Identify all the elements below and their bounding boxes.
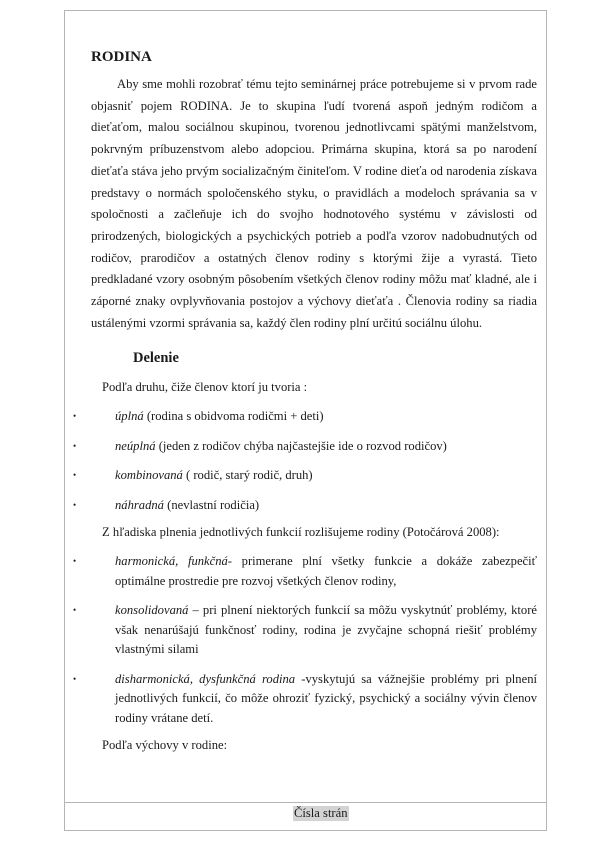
list-item bbox=[73, 601, 537, 660]
list-desc: primerane plní všetky funkcie a dokáže zabezpečiť optimálne prostredie pre rozvoj všetkých členov rodiny, bbox=[115, 554, 537, 588]
list-item bbox=[73, 466, 537, 486]
bullet-icon: • bbox=[73, 470, 77, 481]
heading-rodina: RODINA bbox=[91, 49, 152, 65]
footer-divider bbox=[65, 802, 546, 803]
page-number-field[interactable]: Čísla strán bbox=[294, 806, 348, 820]
list-term: kombinovaná bbox=[115, 468, 183, 483]
bullet-icon: • bbox=[73, 556, 77, 567]
list-desc: -vyskytujú sa vážnejšie problémy pri plnení jednotlivých funkcií, čo môže ohroziť fyzický, psychický a sociálny vývin členov rodiny vrátane detí. bbox=[115, 671, 537, 725]
list-item bbox=[73, 552, 537, 591]
list-term: úplná bbox=[115, 409, 144, 424]
list-desc: (nevlastní rodičia) bbox=[163, 497, 260, 512]
heading-delenie: Delenie bbox=[133, 350, 179, 367]
list-term: harmonická, funkčná- bbox=[115, 554, 233, 569]
list-item bbox=[73, 437, 537, 457]
funkcie-list bbox=[73, 552, 537, 728]
list-term: neúplná bbox=[115, 438, 156, 453]
vychova-intro: Podľa výchovy v rodine: bbox=[102, 738, 228, 753]
bullet-icon: • bbox=[73, 673, 77, 684]
list-desc: (rodina s obidvoma rodičmi + deti) bbox=[143, 409, 324, 424]
bullet-icon: • bbox=[73, 411, 77, 422]
list-term: konsolidovaná bbox=[115, 603, 189, 618]
list-term: disharmonická, dysfunkčná rodina bbox=[115, 671, 296, 686]
list-desc: ( rodič, starý rodič, druh) bbox=[182, 468, 313, 483]
list-desc: – pri plnení niektorých funkcií sa môžu vyskytnúť problémy, ktoré však nenarúšajú funkčnosť rodiny, rodina je zvyčajne schopná riešiť problémy vlastnými silami bbox=[115, 603, 537, 657]
bullet-icon: • bbox=[73, 440, 77, 451]
list-desc: (jeden z rodičov chýba najčastejšie ide o rozvod rodičov) bbox=[155, 438, 447, 453]
bullet-icon: • bbox=[73, 499, 77, 510]
druhy-intro: Podľa druhu, čiže členov ktorí ju tvoria : bbox=[102, 380, 308, 395]
druhy-list bbox=[73, 407, 537, 515]
funkcie-intro: Z hľadiska plnenia jednotlivých funkcií rozlišujeme rodiny (Potočárová 2008): bbox=[102, 525, 500, 540]
document-page bbox=[64, 10, 547, 831]
bullet-icon: • bbox=[73, 605, 77, 616]
list-item bbox=[73, 496, 537, 516]
list-item bbox=[73, 670, 537, 729]
list-item bbox=[73, 407, 537, 427]
intro-paragraph: Aby sme mohli rozobrať tému tejto seminárnej práce potrebujeme si v prvom rade objasniť pojem RODINA. Je to skupina ľudí tvorená aspoň jedným rodičom a dieťaťom, malou sociálnou skupinou, tvorenou jednotlivcami spätými manželstvom, pokrvným príbuzenstvom alebo adopciou. Primárna skupina, ktorá sa po narodení dieťaťa stáva jeho prvým socializačným činiteľom. V rodine dieťa od narodenia získava predstavy o normách spoločenského styku, o pravidlách a modeloch správania sa v spoločnosti a začleňuje ich do svojho hodnotového systému v závislosti od prirodzených, biologických a psychických potrieb a podľa vzorov nadobudnutých od rodičov, prarodičov a ostatných členov rodiny s ktorými žije a vyrastá. Tieto predkladané vzory osobným pôsobením všetkých členov rodiny môžu mať kladné, ale i záporné znaky ovplyvňovania postojov a výchovy dieťaťa . Členovia rodiny sa riadia ustálenými vzormi správania sa, každý člen rodiny plní určitú sociálnu úlohu. bbox=[91, 77, 537, 330]
list-term: náhradná bbox=[115, 497, 164, 512]
page-content bbox=[73, 49, 537, 765]
